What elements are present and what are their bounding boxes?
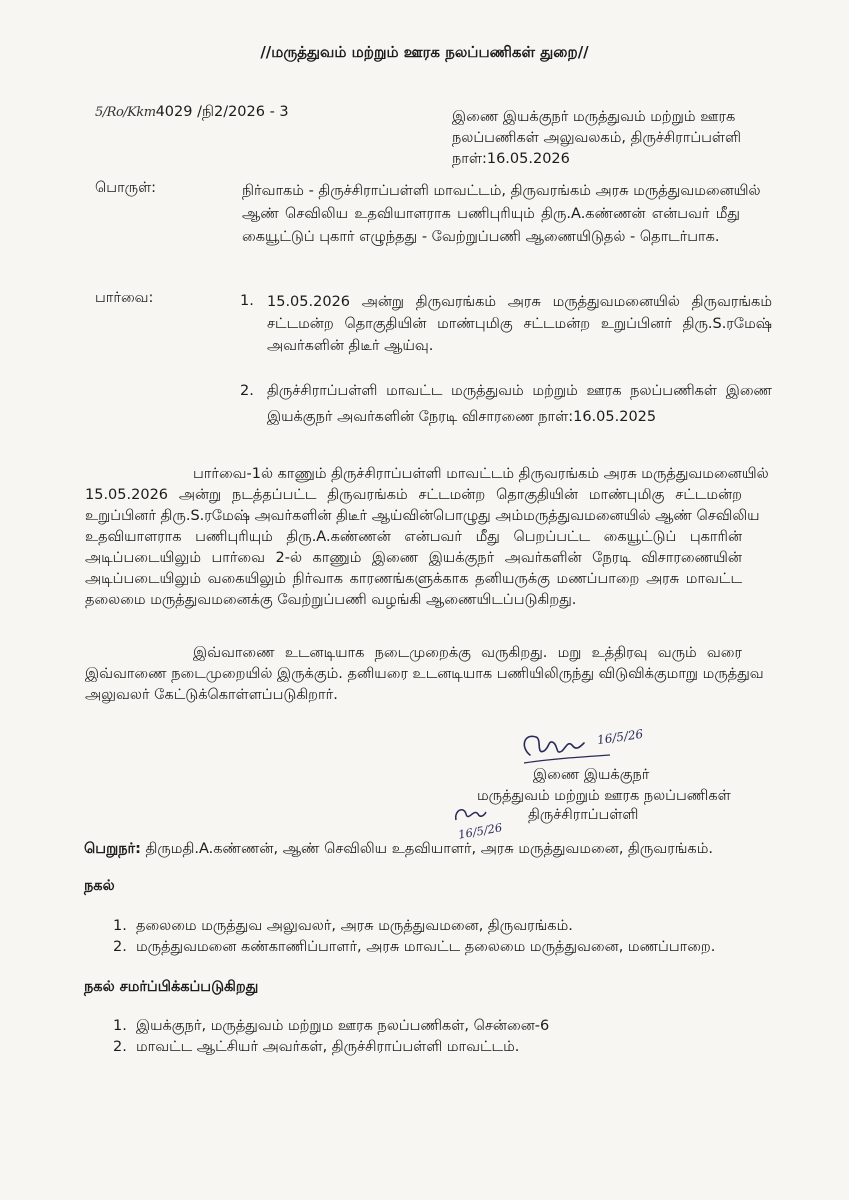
subject-text [242, 180, 761, 249]
signature-designation-1: இணை இயக்குநர் [533, 767, 650, 783]
reference-line: அவர்களின் திடீர் ஆய்வு. [267, 338, 434, 354]
body-line: உறுப்பினர் திரு.S.ரமேஷ் அவர்களின் திடீர் ஆய்வின்பொழுது அம்மருத்துவமனையில் ஆண் செவிலிய [85, 508, 760, 524]
submitted-item-text: இயக்குநர், மருத்துவம் மற்றும ஊரக நலப்பணிகள், சென்னை-6 [136, 1018, 550, 1034]
body-line: பார்வை-1ல் காணும் திருச்சிராப்பள்ளி மாவட்டம் திருவரங்கம் அரசு மருத்துவமனையில் [193, 466, 769, 482]
recipient-label: பெறுநர்: [84, 841, 141, 857]
body-line: அலுவலர் கேட்டுக்கொள்ளப்படுகிறார். [85, 687, 338, 703]
initial-date: 16/5/26 [457, 820, 504, 842]
reference-item-text [267, 291, 772, 357]
copy-item-number: 1. [113, 918, 127, 934]
reference-item-number: 2. [240, 383, 254, 399]
signature-designation-2: மருத்துவம் மற்றும் ஊரக நலப்பணிகள் [477, 788, 731, 804]
recipient-text: திருமதி.A.கண்ணன், ஆண் செவிலிய உதவியாளர், அரசு மருத்துவமனை, திருவரங்கம். [145, 841, 713, 857]
signature-designation-3: திருச்சிராப்பள்ளி [528, 807, 639, 823]
subject-label: பொருள்: [95, 180, 157, 196]
reference-item-text [267, 378, 772, 430]
recipient-line [84, 840, 713, 858]
reference-line: 15.05.2026 அன்று திருவரங்கம் அரசு மருத்துவமனையில் திருவரங்கம் [267, 294, 772, 310]
copy-label: நகல் [84, 878, 115, 894]
body-line: 15.05.2026 அன்று நடத்தப்பட்ட திருவரங்கம் சட்டமன்ற தொகுதியின் மாண்புமிகு சட்டமன்ற [85, 487, 742, 503]
body-paragraph-2 [85, 643, 764, 706]
subject-line: கையூட்டுப் புகார் எழுந்தது - வேற்றுப்பணி ஆணையிடுதல் - தொடர்பாக. [242, 229, 720, 245]
reference-number-line [95, 104, 289, 122]
submitted-item [113, 1017, 549, 1035]
subject-line: நிர்வாகம் - திருச்சிராப்பள்ளி மாவட்டம், திருவரங்கம் அரசு மருத்துவமனையில் [242, 183, 761, 199]
signature-date: 16/5/26 [596, 726, 645, 748]
reference-label: பார்வை: [95, 290, 154, 306]
reference-line: இயக்குநர் அவர்களின் நேரடி விசாரணை நாள்:16.05.2025 [267, 409, 657, 425]
subject-line: ஆண் செவிலிய உதவியாளராக பணிபுரியும் திரு.A.கண்ணன் என்பவர் மீது [242, 206, 740, 222]
reference-line: திருச்சிராப்பள்ளி மாவட்ட மருத்துவம் மற்றும் ஊரக நலப்பணிகள் இணை [267, 383, 772, 399]
submitted-item-number: 1. [113, 1018, 127, 1034]
body-line: அடிப்படையிலும் பார்வை 2-ல் காணும் இணை இயக்குநர் அவர்களின் நேரடி விசாரணையின் [85, 550, 742, 566]
body-line: உதவியாளராக பணிபுரியும் திரு.A.கண்ணன் என்பவர் மீது பெறப்பட்ட கையூட்டுப் புகாரின் [85, 529, 742, 545]
department-title: //மருத்துவம் மற்றும் ஊரக நலப்பணிகள் துறை// [260, 43, 589, 61]
office-block [452, 107, 741, 170]
office-line-1: இணை இயக்குநர் மருத்துவம் மற்றும் ஊரக [452, 109, 736, 125]
body-line: இவ்வாணை நடைமுறையில் இருக்கும். தனியரை உடனடியாக பணியிலிருந்து விடுவிக்குமாறு மருத்துவ [85, 666, 764, 682]
copy-item [113, 917, 573, 935]
submitted-item [113, 1038, 519, 1056]
body-line: தலைமை மருத்துவமனைக்கு வேற்றுப்பணி வழங்கி ஆணையிடப்படுகிறது. [85, 592, 577, 608]
submitted-copy-label: நகல் சமர்ப்பிக்கப்படுகிறது [84, 979, 259, 995]
handwritten-ref-prefix: 5/Ro/Kkm [95, 105, 156, 120]
copy-item-text: மருத்துவமனை கண்காணிப்பாளர், அரசு மாவட்ட தலைமை மருத்துவனை, மணப்பாறை. [136, 939, 716, 955]
reference-line: சட்டமன்ற தொகுதியின் மாண்புமிகு சட்டமன்ற உறுப்பினர் திரு.S.ரமேஷ் [267, 316, 772, 332]
copy-item-text: தலைமை மருத்துவ அலுவலர், அரசு மருத்துவமனை, திருவரங்கம். [136, 918, 573, 934]
reference-item-number: 1. [240, 293, 254, 309]
submitted-item-text: மாவட்ட ஆட்சியர் அவர்கள், திருச்சிராப்பள்ளி மாவட்டம். [136, 1039, 520, 1055]
office-line-2: நலப்பணிகள் அலுவலகம், திருச்சிராப்பள்ளி [452, 130, 742, 146]
body-paragraph-1 [85, 464, 769, 611]
body-line: இவ்வாணை உடனடியாக நடைமுறைக்கு வருகிறது. மறு உத்திரவு வரும் வரை [193, 645, 742, 661]
body-line: அடிப்படையிலும் வகையிலும் நிர்வாக காரணங்களுக்காக தனியருக்கு மணப்பாறை அரசு மாவட்ட [85, 571, 742, 587]
copy-item-number: 2. [113, 939, 127, 955]
letter-date: நாள்:16.05.2026 [452, 151, 570, 167]
copy-item [113, 938, 715, 956]
submitted-item-number: 2. [113, 1039, 127, 1055]
reference-number: 4029 /நி2/2026 - 3 [155, 104, 289, 120]
